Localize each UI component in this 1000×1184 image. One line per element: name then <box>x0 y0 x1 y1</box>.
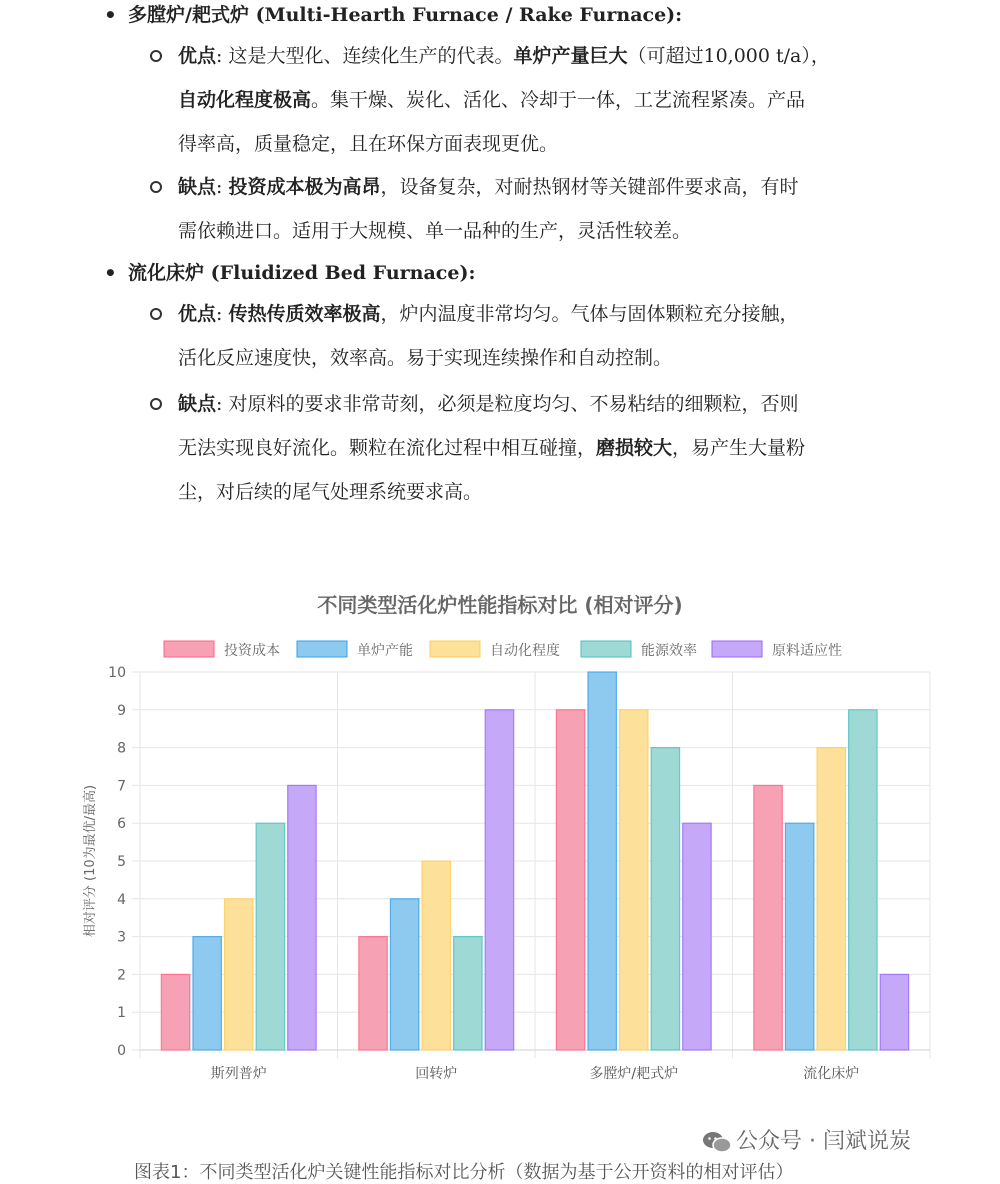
bar <box>849 710 877 1050</box>
text-span: ，设备复杂，对耐热钢材等关键部件要求高，有时 <box>380 176 799 198</box>
bar <box>288 785 316 1050</box>
heading-cn: 多膛炉/耙式炉 <box>128 4 249 26</box>
circle-bullet-icon <box>150 181 162 193</box>
bar <box>651 748 679 1050</box>
bar-chart <box>60 570 960 1100</box>
legend-label: 投资成本 <box>224 643 280 659</box>
cons-label: 缺点 <box>178 393 217 415</box>
chart-title: 不同类型活化炉性能指标对比 (相对评分) <box>317 593 683 617</box>
cons-label: 缺点 <box>178 176 217 198</box>
text-span: : 这是大型化、连续化生产的代表。 <box>216 45 514 67</box>
x-tick-label: 流化床炉 <box>803 1066 860 1082</box>
legend-label: 单炉产能 <box>357 643 413 659</box>
legend-label: 自动化程度 <box>490 643 560 659</box>
watermark-text: 公众号 · 闫斌说炭 <box>736 1129 911 1154</box>
y-tick-label: 7 <box>117 778 126 795</box>
text-span: ，炉内温度非常均匀。气体与固体颗粒充分接触， <box>380 303 799 325</box>
bar <box>359 937 387 1050</box>
y-tick-label: 8 <box>117 740 126 757</box>
text-line: 尘，对后续的尾气处理系统要求高。 <box>178 481 483 503</box>
bar <box>193 937 221 1050</box>
bar <box>256 823 284 1050</box>
bar <box>161 974 189 1050</box>
y-axis-label: 相对评分 (10为最优/最高) <box>83 784 98 938</box>
bold-span: 自动化程度极高 <box>178 89 312 111</box>
bar <box>880 974 908 1050</box>
legend-swatch <box>297 641 347 657</box>
text-span: : <box>216 176 229 198</box>
pros-label: 优点 <box>178 303 217 325</box>
heading-en: (Multi-Hearth Furnace / Rake Furnace): <box>248 4 683 26</box>
bar <box>422 861 450 1050</box>
x-tick-label: 回转炉 <box>415 1066 458 1082</box>
y-tick-label: 3 <box>117 929 126 946</box>
heading-en: (Fluidized Bed Furnace): <box>204 262 476 284</box>
y-tick-label: 1 <box>117 1005 126 1022</box>
text-span: ，易产生大量粉 <box>672 437 806 459</box>
y-tick-label: 5 <box>117 854 126 870</box>
x-tick-label: 斯列普炉 <box>210 1066 267 1082</box>
bullet-icon: • <box>104 3 117 27</box>
y-tick-label: 2 <box>117 967 126 984</box>
heading-cn: 流化床炉 <box>128 262 205 284</box>
bar <box>683 823 711 1050</box>
text-line: 活化反应速度快，效率高。易于实现连续操作和自动控制。 <box>178 347 673 369</box>
bar <box>390 899 418 1050</box>
text-line: 需依赖进口。适用于大规模、单一品种的生产，灵活性较差。 <box>178 220 692 242</box>
legend-label: 能源效率 <box>641 643 697 659</box>
wechat-icon <box>702 1131 732 1153</box>
bar <box>817 748 845 1050</box>
bar <box>620 710 648 1050</box>
bar <box>785 823 813 1050</box>
bar <box>556 710 584 1050</box>
y-tick-label: 0 <box>117 1043 126 1059</box>
bullet-icon: • <box>104 261 117 285</box>
y-tick-label: 4 <box>117 891 126 908</box>
circle-bullet-icon <box>150 50 162 62</box>
pros-label: 优点 <box>178 45 217 67</box>
text-span: : 对原料的要求非常苛刻，必须是粒度均匀、不易粘结的细颗粒，否则 <box>216 393 799 415</box>
text-span: : <box>216 303 229 325</box>
circle-bullet-icon <box>150 308 162 320</box>
y-tick-label: 10 <box>108 665 126 681</box>
bar <box>454 937 482 1050</box>
y-tick-label: 6 <box>117 816 126 833</box>
legend-swatch <box>430 641 480 657</box>
bold-span: 投资成本极为高昂 <box>228 176 381 198</box>
bold-span: 单炉产量巨大 <box>513 45 628 67</box>
circle-bullet-icon <box>150 398 162 410</box>
watermark <box>702 1124 911 1155</box>
figure-caption: 图表1：不同类型活化炉关键性能指标对比分析（数据为基于公开资料的相对评估） <box>134 1162 794 1183</box>
x-tick-label: 多膛炉/耙式炉 <box>589 1066 679 1082</box>
bar <box>754 785 782 1050</box>
legend-swatch <box>164 641 214 657</box>
bar <box>588 672 616 1050</box>
bar <box>485 710 513 1050</box>
legend-label: 原料适应性 <box>772 643 842 659</box>
legend-swatch <box>712 641 762 657</box>
text-line: 得率高，质量稳定，且在环保方面表现更优。 <box>178 133 559 155</box>
text-span: 。集干燥、炭化、活化、冷却于一体，工艺流程紧凑。产品 <box>311 89 806 111</box>
text-span: 无法实现良好流化。颗粒在流化过程中相互碰撞， <box>178 437 597 459</box>
y-tick-label: 9 <box>117 702 126 719</box>
bold-span: 磨损较大 <box>596 437 673 459</box>
bar <box>225 899 253 1050</box>
bold-span: 传热传质效率极高 <box>228 303 381 325</box>
text-span: （可超过10,000 t/a）， <box>627 45 830 67</box>
legend-swatch <box>581 641 631 657</box>
